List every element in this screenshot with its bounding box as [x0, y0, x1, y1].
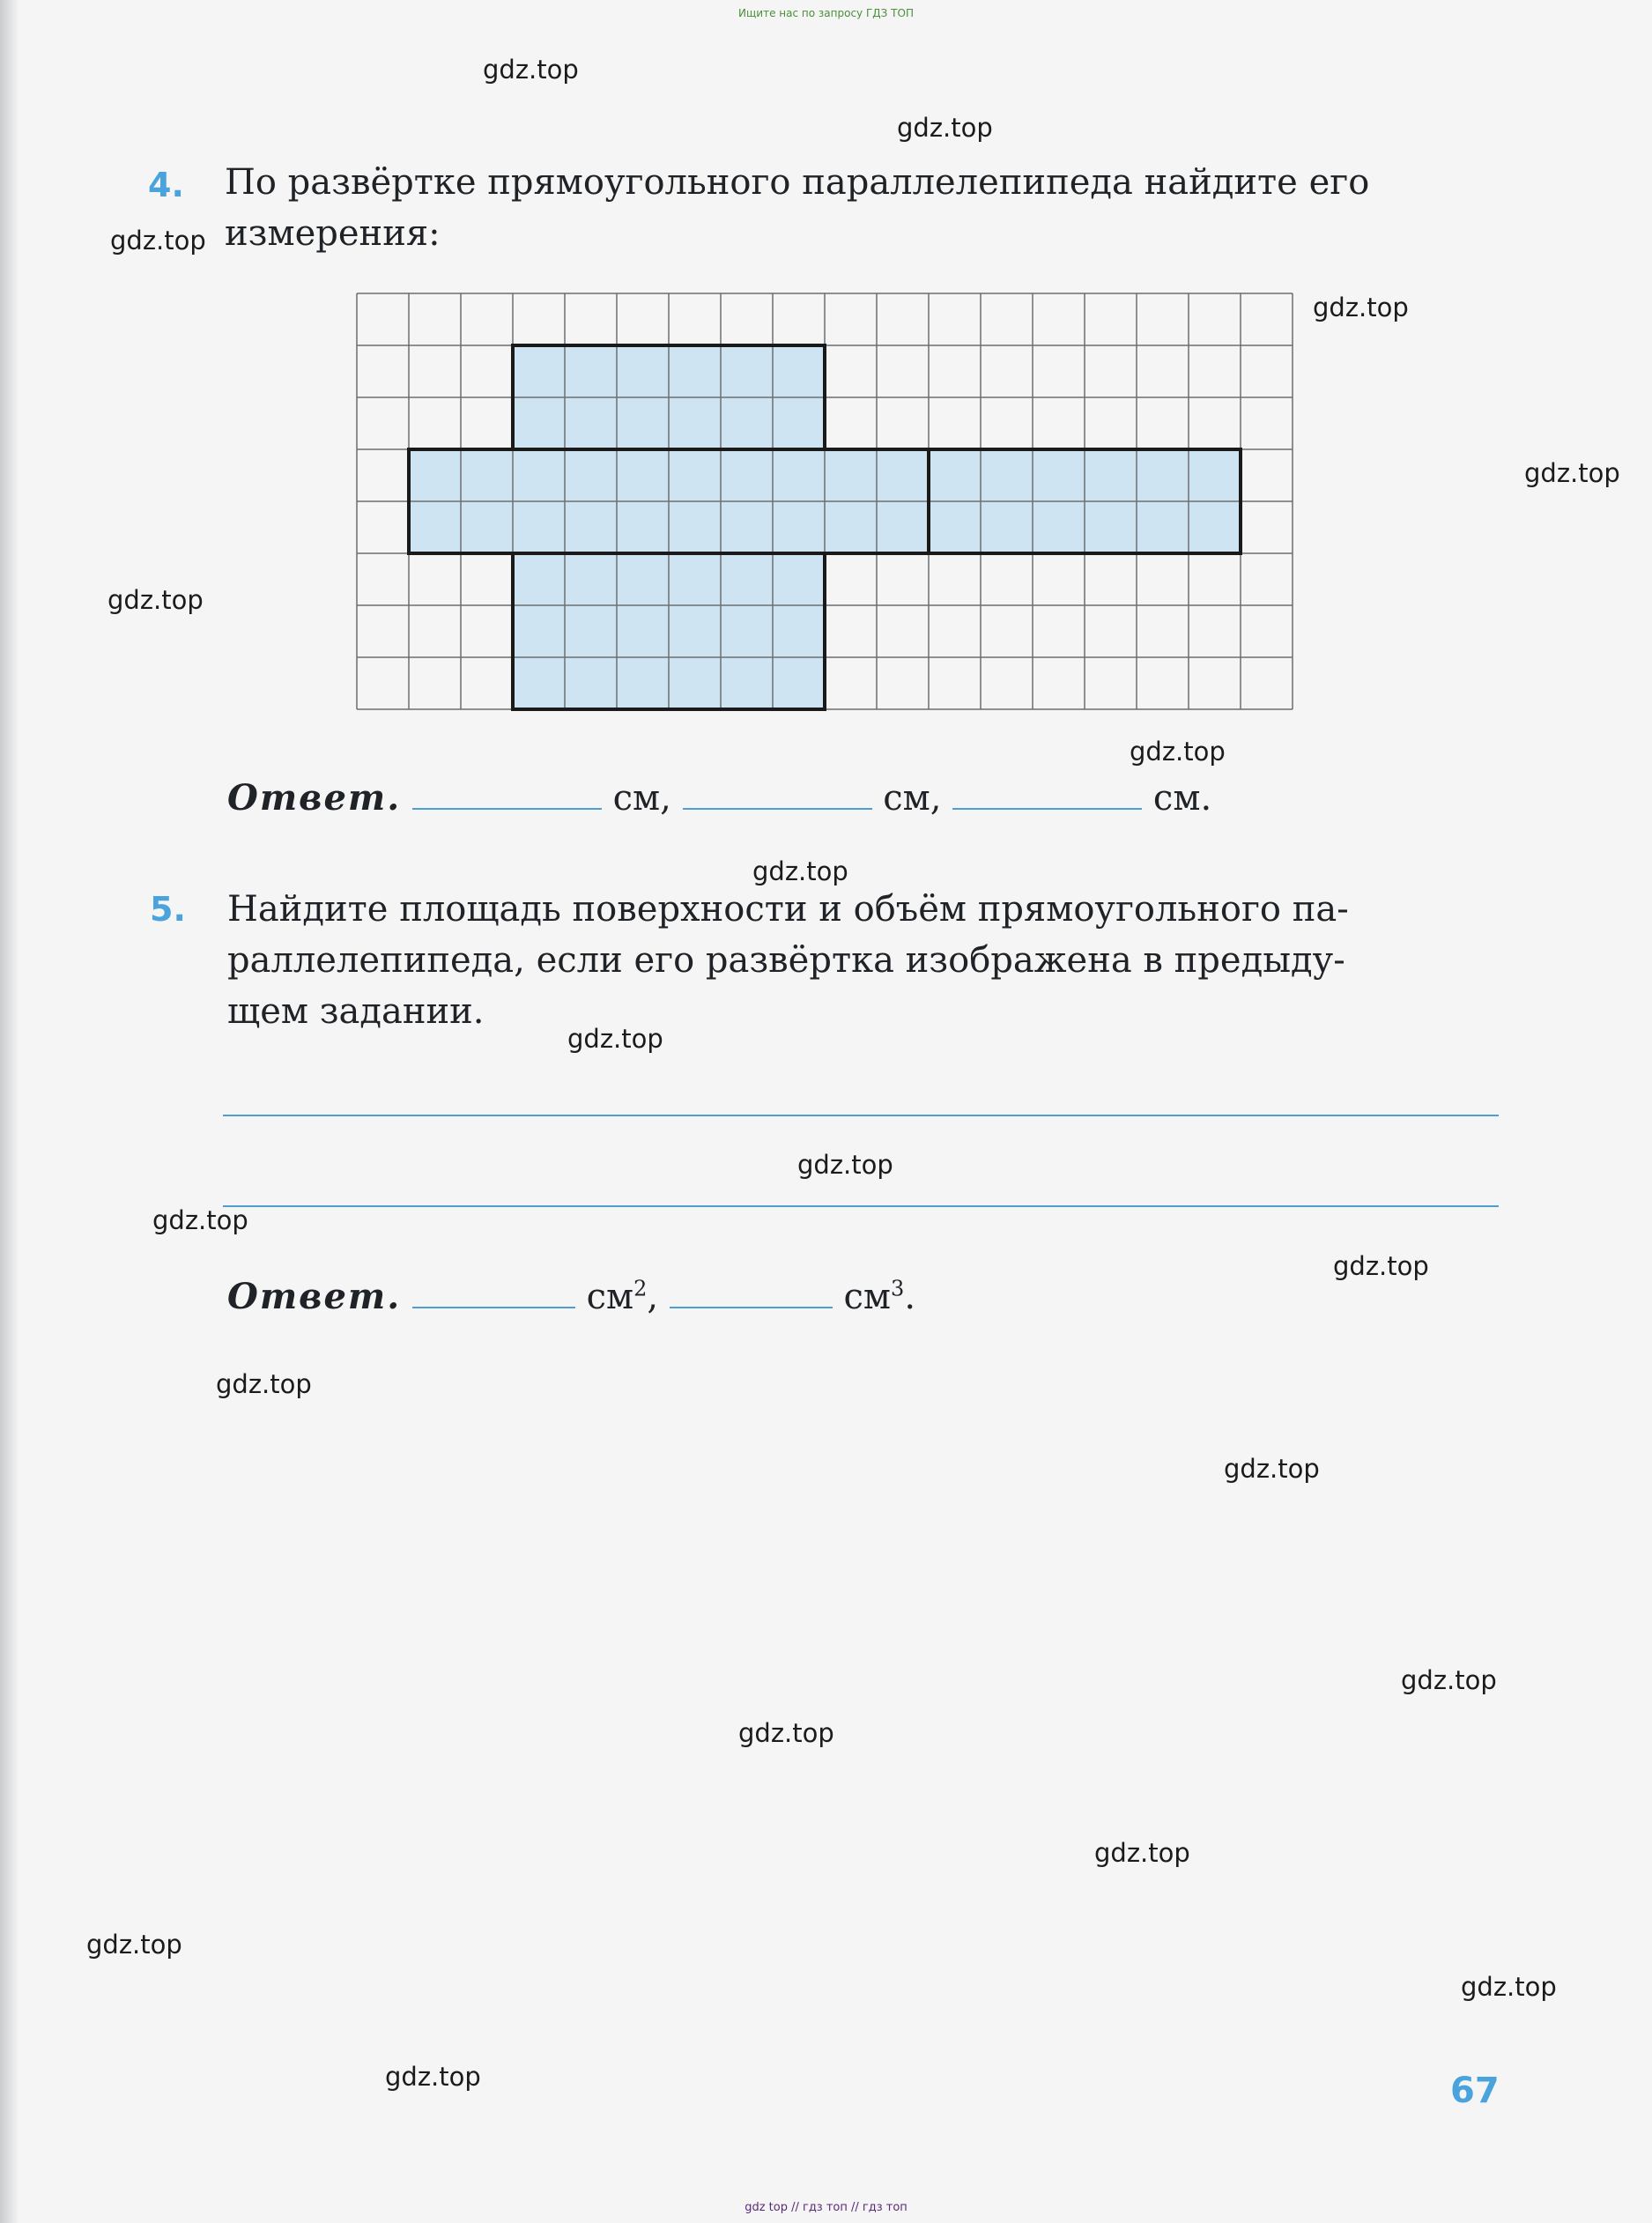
grid-group: [357, 293, 1293, 709]
answer-blank-3[interactable]: [952, 807, 1142, 810]
watermark: gdz.top: [1313, 293, 1409, 322]
watermark: gdz.top: [738, 1718, 834, 1748]
task-4-text: [225, 157, 1369, 259]
watermark: gdz.top: [797, 1150, 893, 1180]
answer-writing-line-2[interactable]: [223, 1205, 1499, 1207]
watermark: gdz.top: [86, 1930, 182, 1960]
unit-volume-exponent: 3: [891, 1276, 905, 1301]
net-face: [929, 449, 1241, 553]
unit-area: см: [586, 1277, 634, 1317]
page-number: 67: [1450, 2071, 1500, 2111]
watermark: gdz.top: [110, 226, 206, 256]
task-4-line-2: измерения:: [225, 213, 441, 254]
net-face-outline: [513, 553, 825, 709]
answer-blank-2[interactable]: [683, 807, 872, 810]
watermark: gdz.top: [107, 585, 204, 615]
task-5-number: 5.: [150, 890, 186, 929]
net-face-outline: [929, 449, 1241, 553]
task-5-line-2: раллелепипеда, если его развёртка изображена в предыду-: [227, 940, 1345, 981]
watermark: gdz.top: [897, 113, 993, 143]
period: .: [904, 1277, 916, 1317]
area-blank[interactable]: [412, 1306, 575, 1308]
watermark: gdz.top: [1333, 1251, 1429, 1281]
watermark: gdz.top: [1461, 1972, 1557, 2002]
unit-cm-2: см,: [883, 778, 942, 819]
answer-label: Ответ.: [227, 1276, 402, 1317]
net-face: [513, 553, 825, 709]
watermark: gdz.top: [216, 1369, 312, 1399]
watermark: gdz.top: [1524, 458, 1620, 488]
watermark: gdz.top: [483, 55, 579, 85]
answer-blank-1[interactable]: [412, 807, 602, 810]
task-5-answer: [227, 1276, 915, 1317]
watermark: gdz.top: [385, 2062, 481, 2092]
task-5-text: [227, 884, 1349, 1037]
unit-cm-1: см,: [612, 778, 671, 819]
answer-label: Ответ.: [227, 777, 402, 819]
watermark: gdz.top: [567, 1024, 663, 1054]
net-face-outline: [409, 449, 929, 553]
task-5-line-1: Найдите площадь поверхности и объём прямоугольного па-: [227, 889, 1349, 930]
unit-volume: см: [843, 1277, 892, 1317]
comma: ,: [647, 1277, 659, 1317]
volume-blank[interactable]: [670, 1306, 833, 1308]
watermark: gdz.top: [1224, 1454, 1320, 1484]
net-face: [409, 449, 929, 553]
watermark: gdz.top: [752, 856, 848, 886]
unit-cm-3: см.: [1152, 778, 1212, 819]
answer-writing-line-1[interactable]: [223, 1115, 1499, 1116]
watermark: gdz.top: [1401, 1665, 1497, 1695]
task-4-line-1: По развёртке прямоугольного параллелепипеда найдите его: [225, 162, 1370, 203]
task-5-line-3: щем задании.: [227, 991, 485, 1032]
bottom-banner: gdz top // гдз топ // гдз топ: [745, 2201, 907, 2214]
watermark: gdz.top: [1094, 1838, 1190, 1868]
task-4-number: 4.: [148, 166, 184, 204]
top-banner: Ищите нас по запросу ГДЗ ТОП: [738, 7, 914, 19]
task-4-answer: [227, 777, 1211, 819]
unit-area-exponent: 2: [633, 1276, 648, 1301]
net-face: [513, 345, 825, 449]
net-face-outline: [513, 345, 825, 449]
page-edge-shadow: [0, 0, 19, 2223]
watermark: gdz.top: [1130, 737, 1226, 767]
watermark: gdz.top: [152, 1205, 248, 1235]
